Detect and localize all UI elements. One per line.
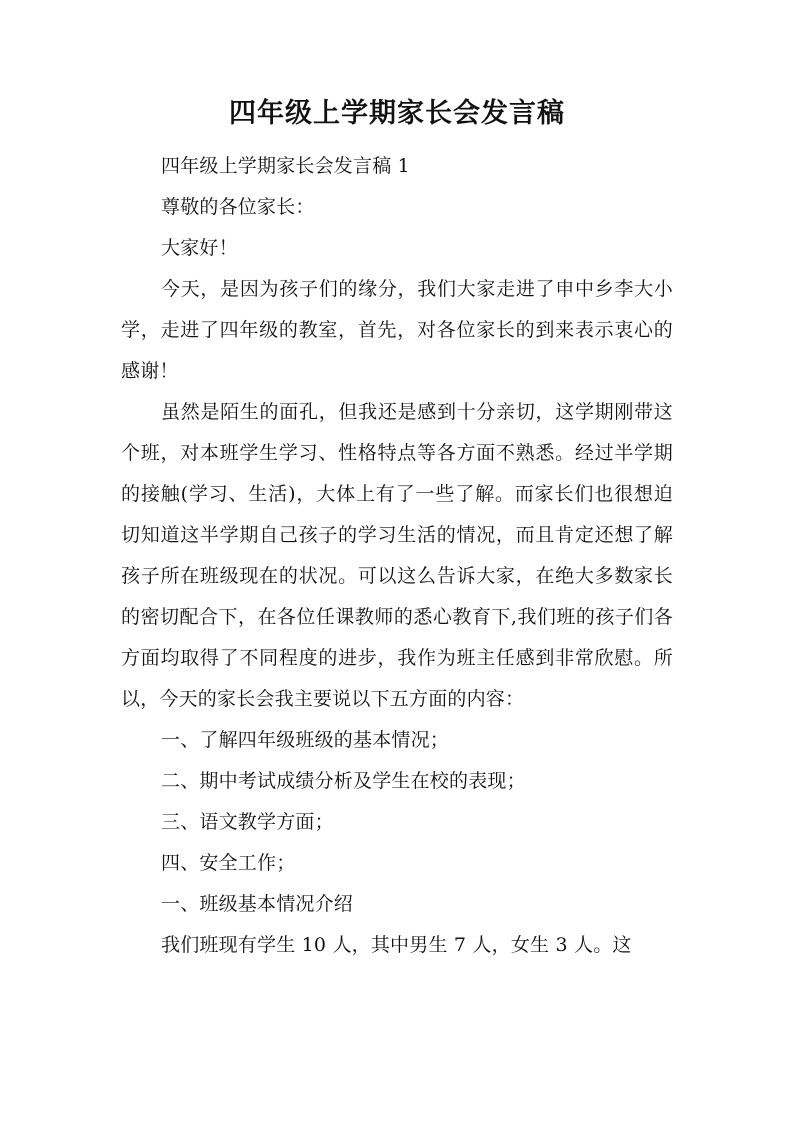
greeting-paragraph: 大家好！: [161, 237, 238, 259]
document-body: [121, 146, 673, 966]
document-title: 四年级上学期家长会发言稿: [229, 98, 565, 129]
list-item: 二、期中考试成绩分析及学生在校的表现；: [161, 770, 526, 792]
list-item: 一、了解四年级班级的基本情况；: [161, 729, 450, 751]
body-paragraph: 今天，是因为孩子们的缘分，我们大家走进了申中乡李大小学，走进了四年级的教室，首先，对各位家长的到来表示衷心的感谢！: [121, 278, 673, 382]
body-paragraph: 我们班现有学生 10 人，其中男生 7 人，女生 3 人。这: [161, 934, 632, 956]
list-item: 三、语文教学方面；: [161, 811, 334, 833]
body-paragraph: 虽然是陌生的面孔，但我还是感到十分亲切，这学期刚带这个班，对本班学生学习、性格特点等各方面不熟悉。经过半学期的接触(学习、生活)，大体上有了一些了解。而家长们也很想迫切知道这半学期自己孩子的学习生活的情况，而且肯定还想了解孩子所在班级现在的状况。可以这么告诉大家，在绝大多数家长的密切配合下，在各位任课教师的悉心教育下,我们班的孩子们各方面均取得了不同程度的进步，我作为班主任感到非常欣慰。所以，今天的家长会我主要说以下五方面的内容：: [121, 401, 673, 710]
section-heading: 一、班级基本情况介绍: [161, 893, 354, 915]
salutation-paragraph: 尊敬的各位家长：: [161, 196, 315, 218]
list-item: 四、安全工作；: [161, 852, 296, 874]
subtitle-paragraph: 四年级上学期家长会发言稿 1: [161, 155, 410, 177]
